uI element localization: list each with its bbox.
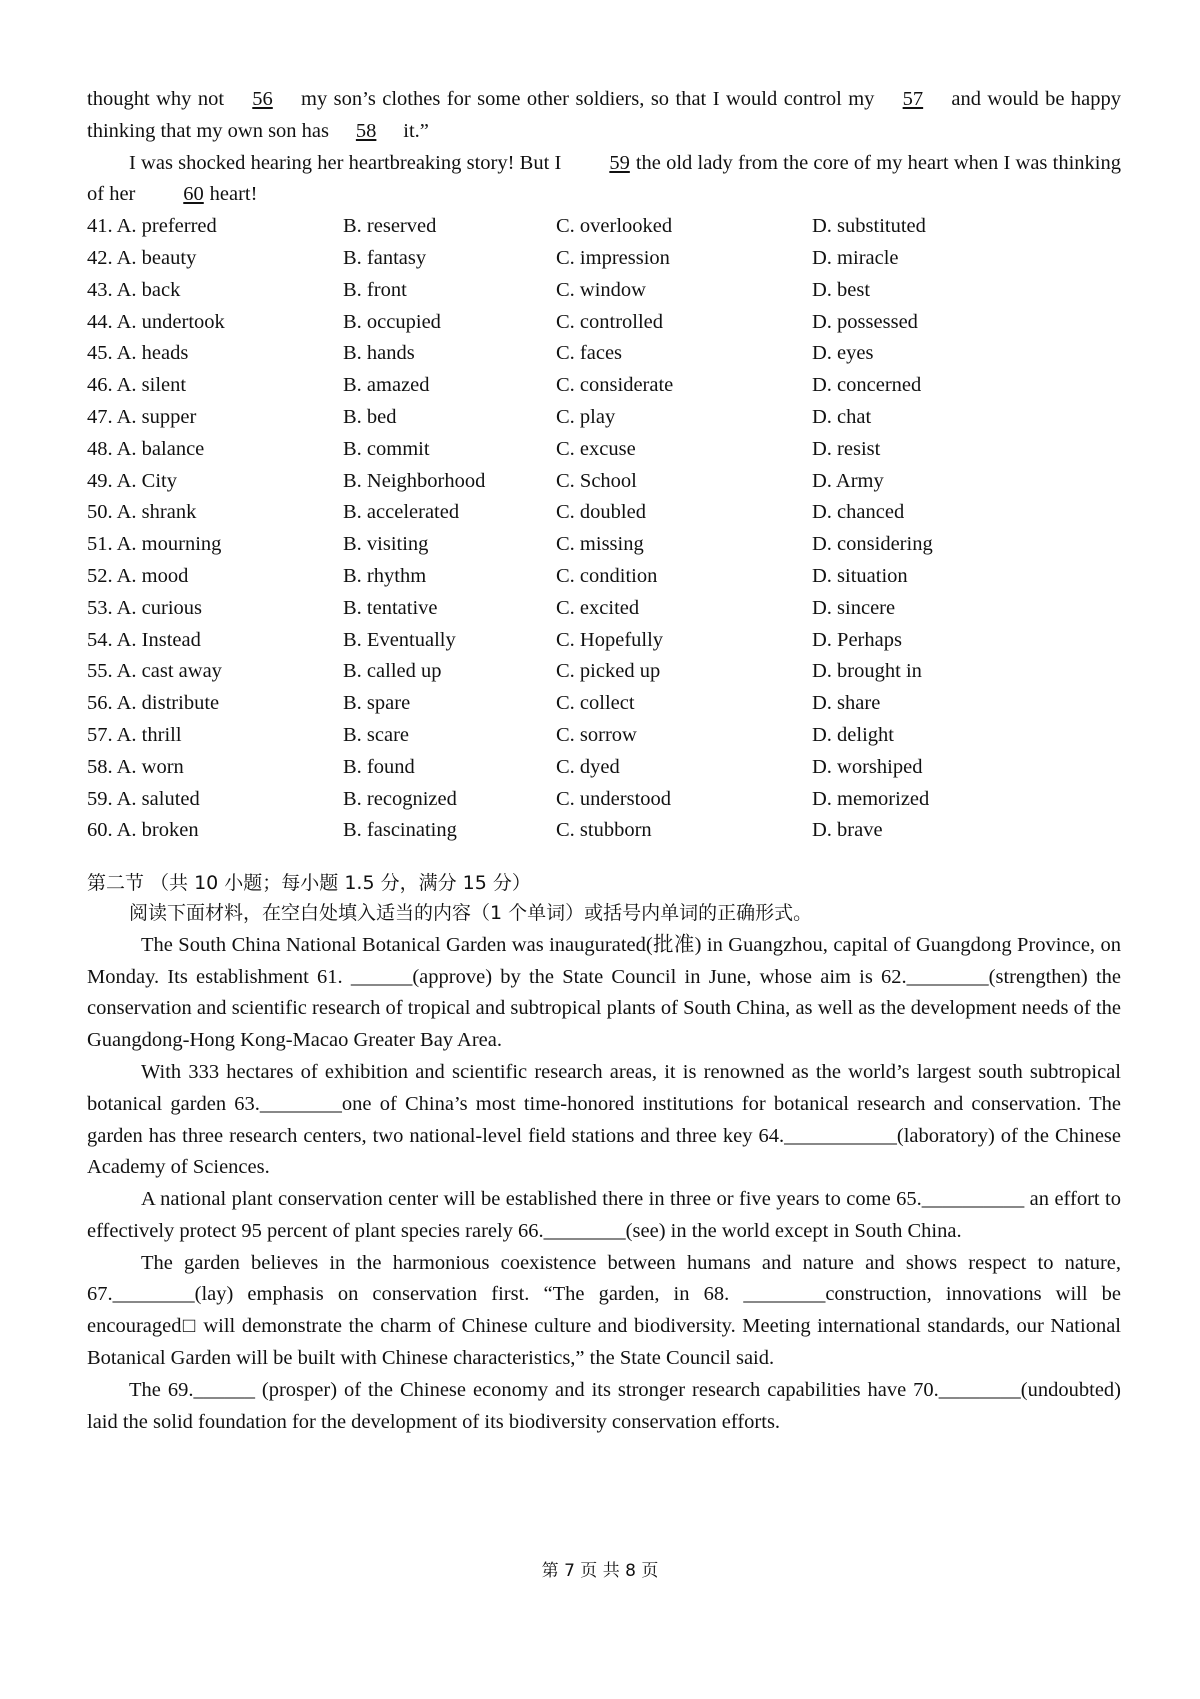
option-d: D. share bbox=[812, 692, 881, 715]
section-instruction: 阅读下面材料，在空白处填入适当的内容（1 个单词）或括号内单词的正确形式。 bbox=[129, 901, 813, 924]
option-d: D. sincere bbox=[812, 596, 896, 619]
story-paragraph-2 bbox=[87, 148, 1121, 212]
option-c: C. missing bbox=[556, 533, 644, 556]
option-c: C. considerate bbox=[556, 374, 674, 397]
option-b: B. tentative bbox=[343, 596, 438, 619]
option-c: C. dyed bbox=[556, 755, 620, 778]
option-d: D. best bbox=[812, 278, 871, 301]
option-a: 54. A. Instead bbox=[87, 628, 201, 651]
option-a: 48. A. balance bbox=[87, 437, 205, 460]
option-c: C. window bbox=[556, 278, 646, 301]
passage-paragraph-3: A national plant conservation center will be established there in three or five years to come 65.__________ an effort to effectively protect 95 percent of plant species rarely 66.________(see) in the world except in South China. bbox=[87, 1188, 1121, 1242]
option-c: C. faces bbox=[556, 342, 623, 365]
option-row bbox=[87, 784, 1121, 816]
option-d: D. brave bbox=[812, 819, 883, 842]
option-b: B. scare bbox=[343, 723, 410, 746]
option-row bbox=[87, 338, 1121, 370]
option-b: B. fascinating bbox=[343, 819, 457, 842]
story-text: and would be happy thinking that my own son has bbox=[87, 88, 1122, 142]
option-b: B. occupied bbox=[343, 310, 441, 333]
option-c: C. stubborn bbox=[556, 819, 652, 842]
option-d: D. chanced bbox=[812, 501, 905, 524]
option-d: D. Army bbox=[812, 469, 884, 492]
option-c: C. play bbox=[556, 405, 616, 428]
option-b: B. accelerated bbox=[343, 501, 460, 524]
option-row bbox=[87, 434, 1121, 466]
option-c: C. condition bbox=[556, 564, 658, 587]
option-d: D. worshiped bbox=[812, 755, 923, 778]
option-row bbox=[87, 370, 1121, 402]
option-row bbox=[87, 688, 1121, 720]
option-b: B. called up bbox=[343, 660, 442, 683]
option-row bbox=[87, 656, 1121, 688]
option-row bbox=[87, 211, 1121, 243]
option-a: 42. A. beauty bbox=[87, 246, 197, 269]
option-b: B. amazed bbox=[343, 374, 430, 397]
option-b: B. fantasy bbox=[343, 246, 427, 269]
story-text: thought why not bbox=[87, 88, 225, 110]
option-b: B. hands bbox=[343, 342, 415, 365]
answer-options bbox=[87, 211, 1121, 847]
option-c: C. excuse bbox=[556, 437, 636, 460]
option-d: D. delight bbox=[812, 723, 894, 746]
option-row bbox=[87, 561, 1121, 593]
option-row bbox=[87, 529, 1121, 561]
blank-58: 58 bbox=[355, 119, 377, 142]
option-c: C. Hopefully bbox=[556, 628, 664, 651]
option-d: D. substituted bbox=[812, 215, 926, 238]
option-d: D. brought in bbox=[812, 660, 922, 683]
option-a: 58. A. worn bbox=[87, 755, 184, 778]
option-b: B. rhythm bbox=[343, 564, 427, 587]
option-a: 52. A. mood bbox=[87, 564, 189, 587]
option-a: 56. A. distribute bbox=[87, 692, 220, 715]
option-d: D. memorized bbox=[812, 787, 930, 810]
story-text: I was shocked hearing her heartbreaking story! But I bbox=[129, 151, 562, 174]
option-row bbox=[87, 307, 1121, 339]
option-c: C. understood bbox=[556, 787, 672, 810]
option-c: C. controlled bbox=[556, 310, 664, 333]
option-c: C. picked up bbox=[556, 660, 661, 683]
option-row bbox=[87, 402, 1121, 434]
option-b: B. Neighborhood bbox=[343, 469, 486, 492]
section-heading: 第二节 （共 10 小题；每小题 1.5 分，满分 15 分） bbox=[87, 872, 531, 895]
option-row bbox=[87, 243, 1121, 275]
blank-57: 57 bbox=[902, 88, 924, 110]
blank-56: 56 bbox=[252, 88, 273, 110]
option-a: 44. A. undertook bbox=[87, 310, 225, 333]
option-c: C. collect bbox=[556, 692, 635, 715]
option-b: B. visiting bbox=[343, 533, 429, 556]
option-c: C. School bbox=[556, 469, 637, 492]
passage-paragraph-5: The 69.______ (prosper) of the Chinese economy and its stronger research capabilities have 70.________(undoubted) laid the solid foundation for the development of its biodiversity conservation efforts. bbox=[87, 1378, 1121, 1433]
passage-paragraph-4: The garden believes in the harmonious coexistence between humans and nature and shows respect to nature, 67.________(lay) emphasis on conservation first. “The garden, in 68. ________construction, innovations will be encouraged□ will demonstrate the charm of Chinese culture and biodiversity. Meeting international standards, our National Botanical Garden will be built with Chinese characteristics,” the State Council said. bbox=[87, 1251, 1121, 1370]
page-footer: 第 7 页 共 8 页 bbox=[541, 1561, 659, 1581]
option-row bbox=[87, 593, 1121, 625]
option-row bbox=[87, 497, 1121, 529]
option-a: 57. A. thrill bbox=[87, 723, 182, 746]
option-a: 50. A. shrank bbox=[87, 501, 197, 524]
option-d: D. situation bbox=[812, 564, 908, 587]
option-row bbox=[87, 625, 1121, 657]
story-text: my son’s clothes for some other soldiers, so that I would control my bbox=[301, 88, 875, 110]
option-b: B. commit bbox=[343, 437, 430, 460]
option-d: D. considering bbox=[812, 533, 933, 556]
option-row bbox=[87, 720, 1121, 752]
option-row bbox=[87, 752, 1121, 784]
option-row bbox=[87, 275, 1121, 307]
passage-paragraph-2: With 333 hectares of exhibition and scientific research areas, it is renowned as the world’s largest south subtropical botanical garden 63.________one of China’s most time-honored institutions for botanical research and conservation. The garden has three research centers, two national-level field stations and three key 64.___________(laboratory) of the Chinese Academy of Sciences. bbox=[87, 1060, 1121, 1179]
option-a: 60. A. broken bbox=[87, 819, 199, 842]
option-b: B. reserved bbox=[343, 215, 437, 238]
option-d: D. eyes bbox=[812, 342, 874, 365]
story-text: heart! bbox=[209, 183, 258, 206]
option-d: D. resist bbox=[812, 437, 881, 460]
option-a: 41. A. preferred bbox=[87, 215, 217, 238]
blank-59: 59 bbox=[609, 151, 630, 174]
option-b: B. spare bbox=[343, 692, 411, 715]
option-b: B. bed bbox=[343, 405, 397, 428]
option-d: D. possessed bbox=[812, 310, 918, 333]
option-d: D. concerned bbox=[812, 374, 922, 397]
option-d: D. Perhaps bbox=[812, 628, 902, 651]
blank-60: 60 bbox=[183, 183, 204, 206]
option-b: B. found bbox=[343, 755, 415, 778]
option-row bbox=[87, 815, 1121, 847]
option-a: 53. A. curious bbox=[87, 596, 203, 619]
option-c: C. doubled bbox=[556, 501, 646, 524]
option-a: 47. A. supper bbox=[87, 405, 197, 428]
option-row bbox=[87, 466, 1121, 498]
option-a: 49. A. City bbox=[87, 469, 177, 492]
option-a: 46. A. silent bbox=[87, 374, 187, 397]
option-b: B. front bbox=[343, 278, 407, 301]
option-a: 51. A. mourning bbox=[87, 533, 222, 556]
option-a: 55. A. cast away bbox=[87, 660, 222, 683]
option-a: 43. A. back bbox=[87, 278, 181, 301]
passage-paragraph-1: The South China National Botanical Garden was inaugurated(批准) in Guangzhou, capital of Guangdong Province, on Monday. Its establishment 61. ______(approve) by the State Council in June, whose aim is 62.________(strengthen) the conservation and scientific research of tropical and subtropical plants of South China, as well as the development needs of the Guangdong-Hong Kong-Macao Greater Bay Area. bbox=[87, 933, 1121, 1052]
option-a: 59. A. saluted bbox=[87, 787, 200, 810]
option-d: D. chat bbox=[812, 405, 872, 428]
option-b: B. recognized bbox=[343, 787, 457, 810]
story-paragraph-1 bbox=[87, 84, 1121, 148]
option-b: B. Eventually bbox=[343, 628, 456, 651]
story-text: it.” bbox=[403, 119, 429, 142]
option-c: C. impression bbox=[556, 246, 670, 269]
option-c: C. excited bbox=[556, 596, 640, 619]
option-a: 45. A. heads bbox=[87, 342, 189, 365]
story-text: the old lady from the core of my heart when I was thinking of her bbox=[87, 151, 1121, 206]
option-c: C. overlooked bbox=[556, 215, 673, 238]
option-c: C. sorrow bbox=[556, 723, 637, 746]
exam-page bbox=[87, 84, 1121, 1438]
option-d: D. miracle bbox=[812, 246, 899, 269]
